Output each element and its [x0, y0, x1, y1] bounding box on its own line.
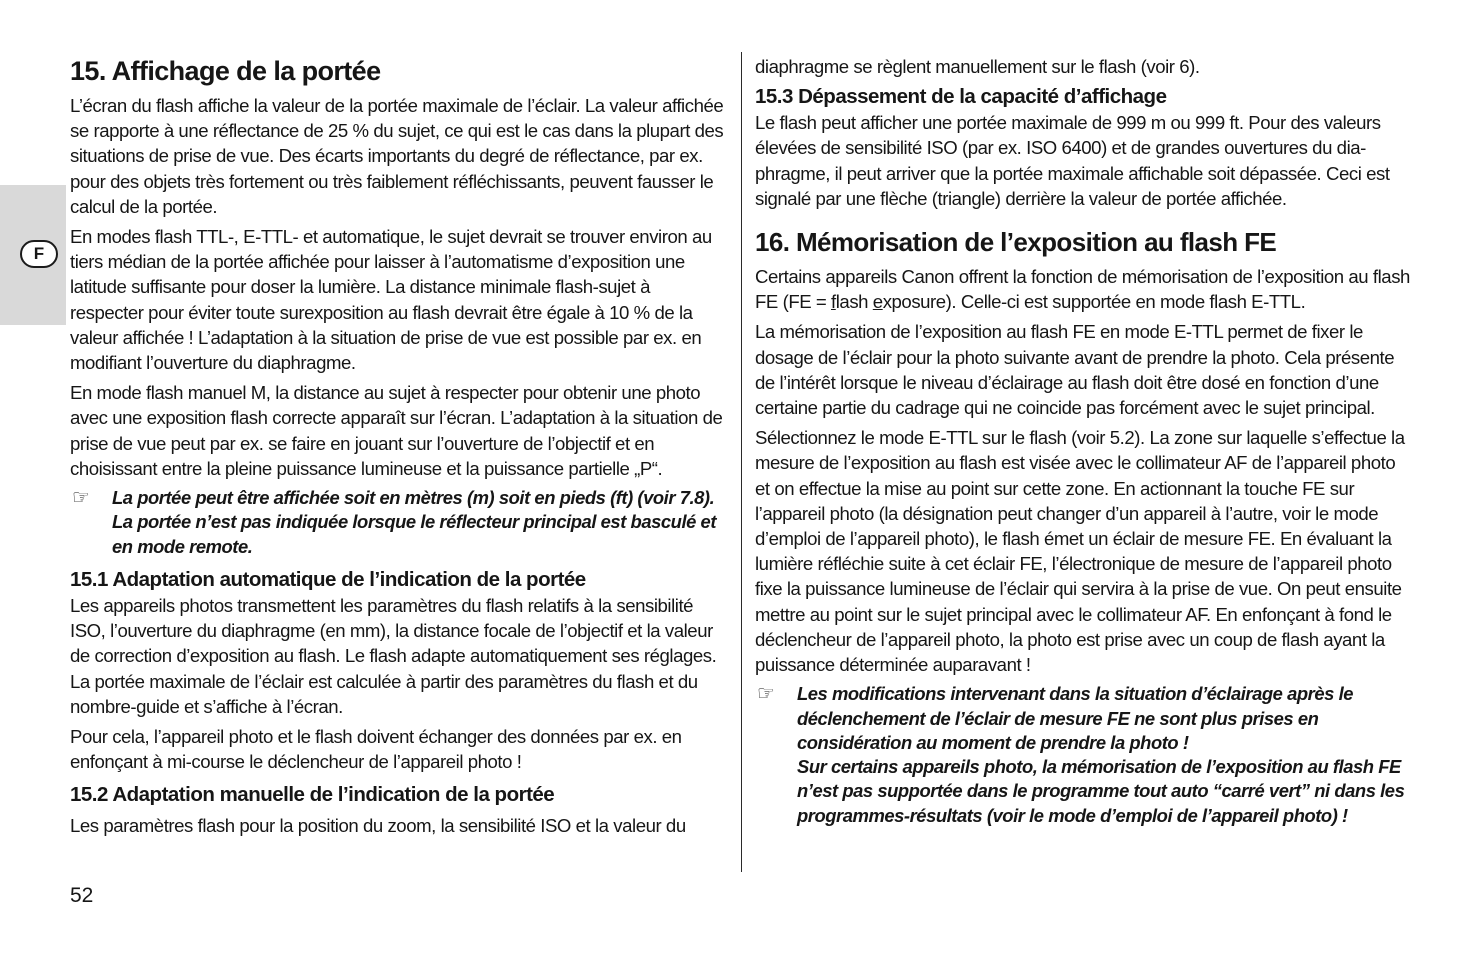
paragraph: En modes flash TTL-, E-TTL- et automatique, le sujet devrait se trouver environ au tiers médian de la portée affichée pour laisser à l’automatisme d’exposition une latitude suffisante pour doser la lumière. La distance minimale flash-sujet à respecter pour éviter toute surexposition au flash devrait être égale à 10 % de la valeur affichée ! L’adaptation à la situation de prise de vue est possible par ex. en modifiant l’ouverture du diaphragme.	[70, 226, 712, 374]
paragraph: En mode flash manuel M, la distance au sujet à respecter pour obtenir une photo avec une exposition flash correcte apparaît sur l’écran. L’adaptation à la situation de prise de vue peut par ex. se faire en jouant sur l’ouverture de l’objectif et en choisissant entre la pleine puissance lumineuse et la puissance partielle „P“.	[70, 382, 723, 479]
page-number: 52	[70, 884, 94, 907]
section-15-3-title: 15.3 Dépassement de la capacité d’affichage	[755, 85, 1167, 109]
text-run: xposure). Celle-ci est supportée en mode flash E-TTL.	[882, 291, 1306, 313]
column-divider	[741, 52, 742, 872]
language-badge: F	[20, 240, 58, 268]
section-15-2-title: 15.2 Adaptation manuelle de l’indication de la portée	[70, 783, 555, 807]
section-15-title: 15. Affichage de la portée	[70, 56, 381, 86]
paragraph: Sélectionnez le mode E-TTL sur le flash (voir 5.2). La zone sur laquelle s’effectue la mesure de l’exposition au flash est visée avec le collimateur AF de l’appareil photo et on effectue la mise au point sur cette zone. En actionnant la touche FE sur l’appareil photo (la désignation peut changer d’un appareil à l’autre, voir le mode d’emploi de l’appareil photo), le flash émet un éclair de mesure FE. En évaluant la lumière réfléchie suite à cet éclair FE, l’électronique de mesure de l’appareil photo fixe la puissance lumineuse de l’éclair qui servira à la prise de vue. On peut ensuite mettre au point sur le sujet principal avec le collimateur AF. En enfonçant à fond le déclencheur de l’appareil photo, la photo est prise avec un coup de flash ayant la puissance déterminée auparavant !	[755, 427, 1405, 676]
note-text: Sur certains appareils photo, la mémorisation de l’exposition au flash FE n’est pas supportée dans le programme tout auto “carré vert” ni dans les programmes-résultats (voir le mode d’emploi de l’appareil photo) !	[797, 756, 1405, 826]
paragraph: diaphragme se règlent manuellement sur le flash (voir 6).	[755, 56, 1200, 77]
note-text: La portée peut être affichée soit en mètres (m) soit en pieds (ft) (voir 7.8). La portée n’est pas indiquée lorsque le réflecteur principal est basculé et en mode remote.	[112, 487, 716, 557]
note	[70, 486, 727, 559]
paragraph: Les appareils photos transmettent les paramètres du flash relatifs à la sensibilité ISO, l’ouverture du diaphragme (en mm), la distance focale de l’objectif et la valeur de correction d’exposition au flash. Le flash adapte automatiquement ses réglages. La portée maximale de l’éclair est calculée à partir des paramètres du flash et du nombre-guide et s’affiche à l’écran.	[70, 594, 717, 717]
underlined-letter: f	[831, 291, 836, 313]
note	[755, 682, 1411, 828]
text-run: lash	[835, 291, 873, 313]
text-run: Certains appareils Canon offrent la fonction de mémorisation de l’exposition au flash FE (FE =	[755, 266, 1410, 313]
paragraph: Les paramètres flash pour la position du zoom, la sensibilité ISO et la valeur du	[70, 815, 686, 837]
paragraph: L’écran du flash affiche la valeur de la portée maximale de l’éclair. La valeur affichée se rapporte à une réflectance de 25 % du sujet, ce qui est le cas dans la plupart des situations de prise de vue. Des écarts importants du degré de réflectance, par ex. pour des objets très fortement ou très faiblement réfléchissants, peuvent fausser le calcul de la portée.	[70, 95, 724, 217]
pointing-hand-icon: ☞	[72, 487, 90, 510]
left-column	[70, 54, 727, 839]
paragraph	[755, 264, 1411, 314]
underlined-letter: e	[872, 291, 883, 313]
section-15-1-title: 15.1 Adaptation automatique de l’indication de la portée	[70, 567, 586, 591]
paragraph: Pour cela, l’appareil photo et le flash doivent échanger des données par ex. en enfonçant à mi-course le déclencheur de l’appareil photo !	[70, 725, 682, 773]
note-text: Les modifications intervenant dans la situation d’éclairage après le déclenchement de l’éclair de mesure FE ne sont plus prises en considération au moment de prendre la photo !	[797, 683, 1354, 753]
paragraph: La mémorisation de l’exposition au flash FE en mode E-TTL permet de fixer le dosage de l’éclair pour la photo suivante avant de prendre la photo. Cela présente de l’intérêt lorsque le niveau d’éclairage au flash doit être dosé en fonction d’une certaine partie du cadrage qui ne coincide pas forcément avec le sujet principal.	[755, 321, 1395, 419]
section-16-title: 16. Mémorisation de l’exposition au flash FE	[755, 227, 1277, 258]
paragraph: Le flash peut afficher une portée maximale de 999 m ou 999 ft. Pour des valeurs élevées de sensibilité ISO (par ex. ISO 6400) et de grandes ouvertures du diaphragme, il peut arriver que la portée maximale affichable soit dépassée. Ceci est signalé par une flèche (triangle) derrière la valeur de portée affichée.	[755, 112, 1390, 209]
right-column	[755, 54, 1411, 828]
pointing-hand-icon: ☞	[757, 683, 775, 706]
